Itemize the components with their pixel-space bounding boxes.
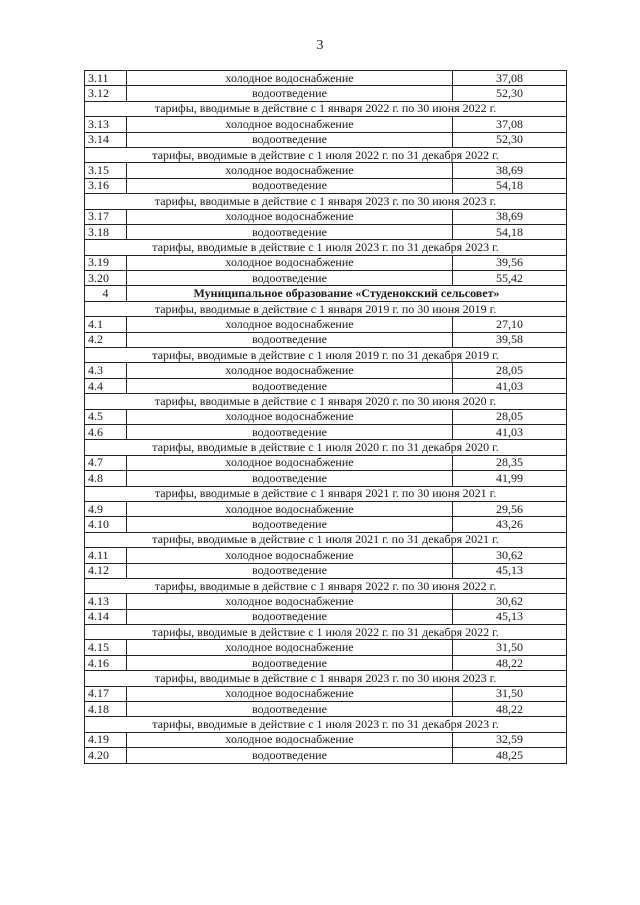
row-number: 4.13 [85,594,127,609]
tariff-value: 28,05 [453,363,567,378]
table-row [85,594,567,609]
service-name: водоотведение [127,332,453,347]
period-header: тарифы, вводимые в действие с 1 июля 2023 г. по 31 декабря 2023 г. [85,240,567,255]
service-name: водоотведение [127,378,453,393]
table-row [85,609,567,624]
row-number: 4.6 [85,424,127,439]
service-name: холодное водоснабжение [127,594,453,609]
section-header-row [85,286,567,301]
section-title: Муниципальное образование «Студенокский сельсовет» [127,286,567,301]
period-header-row [85,578,567,593]
row-number: 3.12 [85,86,127,101]
row-number: 4.8 [85,471,127,486]
period-header: тарифы, вводимые в действие с 1 июля 2019 г. по 31 декабря 2019 г. [85,348,567,363]
tariff-value: 28,05 [453,409,567,424]
tariff-table-body [85,71,567,764]
tariff-value: 41,03 [453,424,567,439]
service-name: водоотведение [127,224,453,239]
table-row [85,455,567,470]
row-number: 4.17 [85,686,127,701]
period-header-row [85,348,567,363]
service-name: холодное водоснабжение [127,255,453,270]
service-name: холодное водоснабжение [127,732,453,747]
tariff-value: 39,56 [453,255,567,270]
period-header: тарифы, вводимые в действие с 1 июля 2023 г. по 31 декабря 2023 г. [85,717,567,732]
row-number: 4.18 [85,702,127,717]
tariff-value: 43,26 [453,517,567,532]
row-number: 4.15 [85,640,127,655]
period-header-row [85,301,567,316]
tariff-value: 41,03 [453,378,567,393]
service-name: водоотведение [127,271,453,286]
row-number: 3.16 [85,178,127,193]
period-header: тарифы, вводимые в действие с 1 июля 2021 г. по 31 декабря 2021 г. [85,532,567,547]
table-row [85,224,567,239]
period-header: тарифы, вводимые в действие с 1 января 2023 г. по 30 июня 2023 г. [85,194,567,209]
row-number: 3.20 [85,271,127,286]
page-number: 3 [316,38,324,53]
table-row [85,71,567,86]
tariff-value: 54,18 [453,178,567,193]
period-header-row [85,240,567,255]
period-header-row [85,440,567,455]
row-number: 4.19 [85,732,127,747]
table-row [85,178,567,193]
row-number: 4.20 [85,748,127,763]
service-name: холодное водоснабжение [127,209,453,224]
period-header: тарифы, вводимые в действие с 1 июля 2020 г. по 31 декабря 2020 г. [85,440,567,455]
service-name: холодное водоснабжение [127,686,453,701]
tariff-value: 45,13 [453,563,567,578]
period-header-row [85,194,567,209]
service-name: холодное водоснабжение [127,455,453,470]
service-name: водоотведение [127,424,453,439]
period-header-row [85,486,567,501]
row-number: 4.12 [85,563,127,578]
table-row [85,409,567,424]
tariff-value: 52,30 [453,132,567,147]
row-number: 4.2 [85,332,127,347]
period-header: тарифы, вводимые в действие с 1 января 2023 г. по 30 июня 2023 г. [85,671,567,686]
table-row [85,702,567,717]
tariff-value: 54,18 [453,224,567,239]
table-row [85,163,567,178]
service-name: водоотведение [127,702,453,717]
period-header: тарифы, вводимые в действие с 1 января 2019 г. по 30 июня 2019 г. [85,301,567,316]
row-number: 4.10 [85,517,127,532]
tariff-value: 37,08 [453,71,567,86]
period-header-row [85,625,567,640]
period-header-row [85,717,567,732]
table-row [85,501,567,516]
table-row [85,332,567,347]
service-name: водоотведение [127,655,453,670]
tariff-value: 37,08 [453,117,567,132]
period-header-row [85,101,567,116]
table-row [85,640,567,655]
row-number: 4.5 [85,409,127,424]
table-row [85,748,567,763]
table-row [85,686,567,701]
row-number: 4.9 [85,501,127,516]
section-number: 4 [85,286,127,301]
row-number: 3.11 [85,71,127,86]
table-row [85,732,567,747]
tariff-value: 38,69 [453,209,567,224]
service-name: холодное водоснабжение [127,409,453,424]
service-name: водоотведение [127,563,453,578]
tariff-value: 45,13 [453,609,567,624]
service-name: водоотведение [127,609,453,624]
service-name: холодное водоснабжение [127,163,453,178]
row-number: 4.3 [85,363,127,378]
service-name: водоотведение [127,178,453,193]
tariff-value: 48,25 [453,748,567,763]
row-number: 3.15 [85,163,127,178]
service-name: холодное водоснабжение [127,548,453,563]
service-name: холодное водоснабжение [127,71,453,86]
row-number: 3.13 [85,117,127,132]
table-row [85,378,567,393]
period-header: тарифы, вводимые в действие с 1 июля 2022 г. по 31 декабря 2022 г. [85,625,567,640]
tariff-value: 55,42 [453,271,567,286]
table-row [85,471,567,486]
service-name: холодное водоснабжение [127,640,453,655]
period-header-row [85,532,567,547]
service-name: водоотведение [127,517,453,532]
period-header: тарифы, вводимые в действие с 1 июля 2022 г. по 31 декабря 2022 г. [85,147,567,162]
service-name: холодное водоснабжение [127,501,453,516]
table-row [85,363,567,378]
tariff-value: 48,22 [453,702,567,717]
service-name: холодное водоснабжение [127,117,453,132]
tariff-value: 27,10 [453,317,567,332]
period-header-row [85,147,567,162]
row-number: 4.7 [85,455,127,470]
row-number: 3.18 [85,224,127,239]
period-header: тарифы, вводимые в действие с 1 января 2020 г. по 30 июня 2020 г. [85,394,567,409]
tariff-table [84,70,567,764]
table-row [85,271,567,286]
table-row [85,209,567,224]
service-name: водоотведение [127,86,453,101]
row-number: 3.19 [85,255,127,270]
row-number: 4.1 [85,317,127,332]
tariff-value: 30,62 [453,594,567,609]
period-header: тарифы, вводимые в действие с 1 января 2022 г. по 30 июня 2022 г. [85,578,567,593]
row-number: 3.17 [85,209,127,224]
tariff-value: 38,69 [453,163,567,178]
table-row [85,517,567,532]
row-number: 4.16 [85,655,127,670]
period-header: тарифы, вводимые в действие с 1 января 2021 г. по 30 июня 2021 г. [85,486,567,501]
table-row [85,563,567,578]
tariff-value: 28,35 [453,455,567,470]
tariff-value: 41,99 [453,471,567,486]
tariff-value: 52,30 [453,86,567,101]
table-row [85,86,567,101]
tariff-value: 30,62 [453,548,567,563]
table-row [85,255,567,270]
period-header: тарифы, вводимые в действие с 1 января 2022 г. по 30 июня 2022 г. [85,101,567,116]
tariff-value: 31,50 [453,640,567,655]
row-number: 3.14 [85,132,127,147]
tariff-value: 31,50 [453,686,567,701]
table-row [85,424,567,439]
row-number: 4.11 [85,548,127,563]
service-name: холодное водоснабжение [127,317,453,332]
table-row [85,117,567,132]
table-row [85,655,567,670]
tariff-value: 29,56 [453,501,567,516]
tariff-value: 48,22 [453,655,567,670]
period-header-row [85,394,567,409]
service-name: холодное водоснабжение [127,363,453,378]
service-name: водоотведение [127,132,453,147]
tariff-value: 39,58 [453,332,567,347]
period-header-row [85,671,567,686]
service-name: водоотведение [127,748,453,763]
row-number: 4.4 [85,378,127,393]
table-row [85,548,567,563]
row-number: 4.14 [85,609,127,624]
service-name: водоотведение [127,471,453,486]
table-row [85,317,567,332]
table-row [85,132,567,147]
tariff-value: 32,59 [453,732,567,747]
